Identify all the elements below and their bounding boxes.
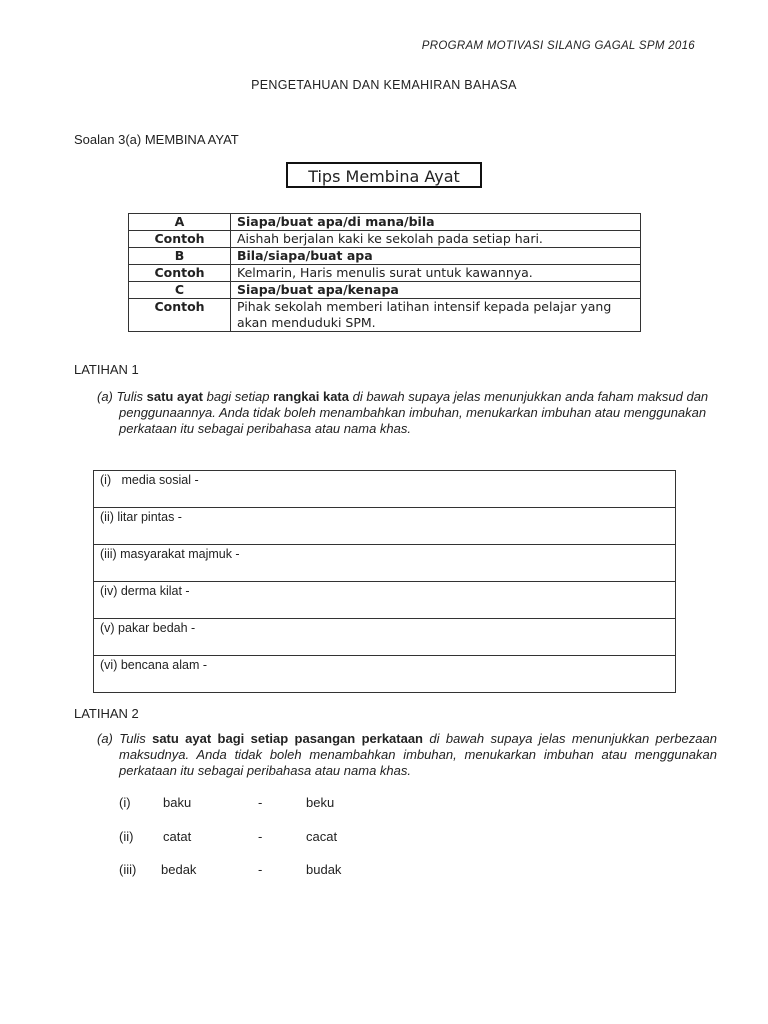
instruction-text: Tulis [119, 731, 153, 746]
instruction-text: bagi setiap [203, 389, 274, 404]
pair-word-a: bedak [161, 862, 197, 877]
answer-cell[interactable]: (i) media sosial - [94, 471, 676, 508]
pair-dash: - [258, 862, 263, 877]
item-marker: (a) [97, 731, 113, 746]
row-label: Contoh [129, 231, 231, 248]
table-row [94, 471, 676, 508]
answer-cell[interactable]: (v) pakar bedah - [94, 619, 676, 656]
instruction-bold: satu ayat [146, 389, 203, 404]
answer-cell[interactable]: (vi) bencana alam - [94, 656, 676, 693]
answer-cell[interactable]: (ii) litar pintas - [94, 508, 676, 545]
pair-word-b: beku [306, 795, 335, 810]
row-text: Bila/siapa/buat apa [231, 248, 641, 265]
exercise-1-answer-table [93, 470, 676, 693]
instruction-bold: rangkai kata [273, 389, 349, 404]
pair-dash: - [258, 829, 263, 844]
pair-word-b: budak [306, 862, 342, 877]
pair-word-a: catat [163, 829, 192, 844]
question-label: Soalan 3(a) MEMBINA AYAT [74, 132, 239, 147]
exercise-1-heading: LATIHAN 1 [74, 362, 139, 377]
pair-word-b: cacat [306, 829, 338, 844]
pair-number: (ii) [119, 829, 134, 844]
table-row [94, 545, 676, 582]
pair-word-a: baku [163, 795, 192, 810]
instruction-text: di bawah supaya jelas menunjukkan perbezaan maksudnya. Anda tidak boleh menambahkan imbuhan, menukarkan imbuhan atau menggunakan perkataan itu sebagai peribahasa atau nama khas. [119, 731, 717, 778]
row-text: Kelmarin, Haris menulis surat untuk kawannya. [231, 265, 641, 282]
row-text: Siapa/buat apa/kenapa [231, 282, 641, 299]
tips-title-box: Tips Membina Ayat [286, 162, 482, 188]
table-row [129, 282, 641, 299]
table-row [129, 231, 641, 248]
table-row [94, 508, 676, 545]
answer-cell[interactable]: (iv) derma kilat - [94, 582, 676, 619]
table-row [94, 619, 676, 656]
table-row [129, 299, 641, 332]
exercise-2-instructions [97, 731, 717, 779]
page-title: PENGETAHUAN DAN KEMAHIRAN BAHASA [251, 78, 517, 92]
instruction-text: di bawah supaya jelas menunjukkan anda faham maksud dan penggunaannya. Anda tidak boleh menambahkan imbuhan, menukarkan imbuhan atau menggunakan perkataan itu sebagai peribahasa atau nama khas. [119, 389, 709, 436]
instruction-bold: satu ayat bagi setiap pasangan perkataan [152, 731, 424, 746]
tips-table [128, 213, 641, 332]
table-row [94, 582, 676, 619]
row-text: Aishah berjalan kaki ke sekolah pada setiap hari. [231, 231, 641, 248]
item-marker: (a) [97, 389, 113, 404]
row-label: Contoh [129, 265, 231, 282]
pair-dash: - [258, 795, 263, 810]
pair-number: (iii) [119, 862, 137, 877]
row-label: B [129, 248, 231, 265]
exercise-2-heading: LATIHAN 2 [74, 706, 139, 721]
answer-cell[interactable]: (iii) masyarakat majmuk - [94, 545, 676, 582]
program-header: PROGRAM MOTIVASI SILANG GAGAL SPM 2016 [421, 40, 695, 52]
table-row [94, 656, 676, 693]
table-row [129, 248, 641, 265]
row-label: A [129, 214, 231, 231]
table-row [129, 265, 641, 282]
row-label: Contoh [129, 299, 231, 332]
row-label: C [129, 282, 231, 299]
row-text: Pihak sekolah memberi latihan intensif kepada pelajar yang akan menduduki SPM. [231, 299, 641, 332]
table-row [129, 214, 641, 231]
instruction-text: Tulis [116, 389, 147, 404]
row-text: Siapa/buat apa/di mana/bila [231, 214, 641, 231]
pair-number: (i) [119, 795, 131, 810]
exercise-1-instructions [97, 389, 715, 437]
